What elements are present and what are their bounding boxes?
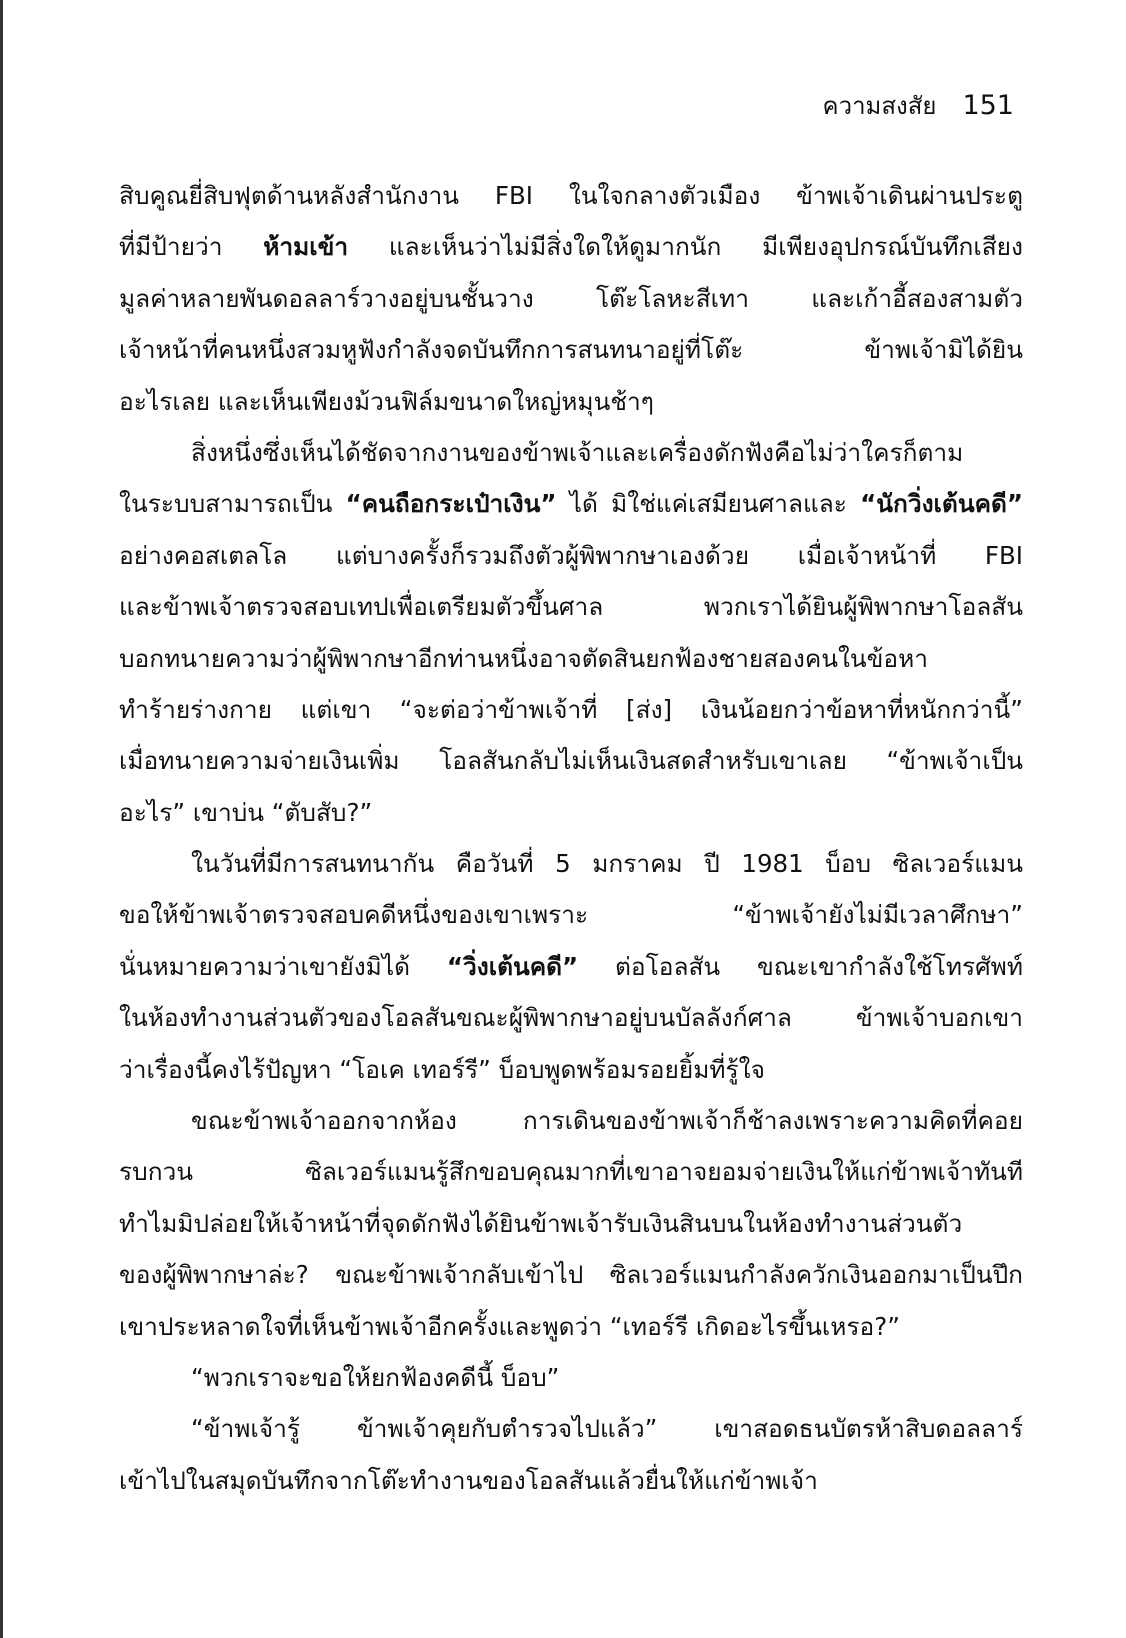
page-number: 151	[962, 90, 1014, 121]
running-header	[823, 86, 1014, 125]
page-edge-line	[0, 0, 3, 1638]
text-line: สิบคูณยี่สิบฟุตด้านหลังสำนักงาน FBI ในใจกลางตัวเมือง ข้าพเจ้าเดินผ่านประตู	[119, 181, 1023, 210]
text-line: ในห้องทำงานส่วนตัวของโอลสันขณะผู้พิพากษาอยู่บนบัลลังก์ศาล ข้าพเจ้าบอกเขา	[119, 1003, 1023, 1033]
bold-phrase: “คนถือกระเป๋าเงิน”	[345, 489, 557, 519]
paragraph-first-line: ขณะข้าพเจ้าออกจากห้อง การเดินของข้าพเจ้าก็ช้าลงเพราะความคิดที่คอย	[191, 1106, 1023, 1136]
paragraph-first-line: ในวันที่มีการสนทนากัน คือวันที่ 5 มกราคม ปี 1981 บ็อบ ซิลเวอร์แมน	[191, 849, 1023, 879]
bold-phrase: ห้ามเข้า	[263, 232, 349, 262]
text-line: ที่มีป้ายว่า ห้ามเข้า และเห็นว่าไม่มีสิ่งใดให้ดูมากนัก มีเพียงอุปกรณ์บันทึกเสียง	[119, 232, 1023, 262]
text-line: อะไรเลย และเห็นเพียงม้วนฟิล์มขนาดใหญ่หมุนช้าๆ	[119, 386, 654, 416]
text-line: มูลค่าหลายพันดอลลาร์วางอยู่บนชั้นวาง โต๊ะโลหะสีเทา และเก้าอี้สองสามตัว	[119, 283, 1023, 313]
text-line: บอกทนายความว่าผู้พิพากษาอีกท่านหนึ่งอาจตัดสินยกฟ้องชายสองคนในข้อหา	[119, 643, 929, 673]
text-line: ทำไมมิปล่อยให้เจ้าหน้าที่จุดดักฟังได้ยินข้าพเจ้ารับเงินสินบนในห้องทำงานส่วนตัว	[119, 1208, 963, 1238]
bold-phrase: “นักวิ่งเต้นคดี”	[860, 489, 1023, 519]
body-text	[119, 170, 1023, 1506]
text-line: ขอให้ข้าพเจ้าตรวจสอบคดีหนึ่งของเขาเพราะ “ข้าพเจ้ายังไม่มีเวลาศึกษา”	[119, 900, 1023, 930]
text-line: ทำร้ายร่างกาย แต่เขา “จะต่อว่าข้าพเจ้าที่ [ส่ง] เงินน้อยกว่าข้อหาที่หนักกว่านี้”	[119, 694, 1023, 724]
paragraph-first-line: “พวกเราจะขอให้ยกฟ้องคดีนี้ บ็อบ”	[191, 1362, 560, 1392]
chapter-title: ความสงสัย	[822, 92, 937, 120]
bold-phrase: “วิ่งเต้นคดี”	[446, 951, 579, 981]
text-line: เมื่อทนายความจ่ายเงินเพิ่ม โอลสันกลับไม่เห็นเงินสดสำหรับเขาเลย “ข้าพเจ้าเป็น	[119, 746, 1023, 776]
paragraph-first-line: สิ่งหนึ่งซึ่งเห็นได้ชัดจากงานของข้าพเจ้าและเครื่องดักฟังคือไม่ว่าใครก็ตาม	[191, 437, 964, 467]
paragraph-first-line: “ข้าพเจ้ารู้ ข้าพเจ้าคุยกับตำรวจไปแล้ว” เขาสอดธนบัตรห้าสิบดอลลาร์	[191, 1414, 1023, 1444]
text-line: นั่นหมายความว่าเขายังมิได้ “วิ่งเต้นคดี” ต่อโอลสัน ขณะเขากำลังใช้โทรศัพท์	[119, 951, 1023, 981]
text-line: ของผู้พิพากษาล่ะ? ขณะข้าพเจ้ากลับเข้าไป ซิลเวอร์แมนกำลังควักเงินออกมาเป็นปึก	[119, 1260, 1023, 1290]
text-line: เจ้าหน้าที่คนหนึ่งสวมหูฟังกำลังจดบันทึกการสนทนาอยู่ที่โต๊ะ ข้าพเจ้ามิได้ยิน	[119, 335, 1023, 365]
text-line: เขาประหลาดใจที่เห็นข้าพเจ้าอีกครั้งและพูดว่า “เทอร์รี เกิดอะไรขึ้นเหรอ?”	[119, 1311, 900, 1341]
text-line: รบกวน ซิลเวอร์แมนรู้สึกขอบคุณมากที่เขาอาจยอมจ่ายเงินให้แก่ข้าพเจ้าทันที	[119, 1157, 1023, 1187]
text-line: ในระบบสามารถเป็น “คนถือกระเป๋าเงิน” ได้ มิใช่แค่เสมียนศาลและ “นักวิ่งเต้นคดี”	[119, 489, 1023, 519]
text-line: ว่าเรื่องนี้คงไร้ปัญหา “โอเค เทอร์รี” บ็อบพูดพร้อมรอยยิ้มที่รู้ใจ	[119, 1054, 765, 1084]
text-line: เข้าไปในสมุดบันทึกจากโต๊ะทำงานของโอลสันแล้วยื่นให้แก่ข้าพเจ้า	[119, 1465, 818, 1495]
text-line: อย่างคอสเตลโล แต่บางครั้งก็รวมถึงตัวผู้พิพากษาเองด้วย เมื่อเจ้าหน้าที่ FBI	[119, 540, 1023, 570]
text-line: อะไร” เขาบ่น “ตับสับ?”	[119, 797, 373, 827]
text-line: และข้าพเจ้าตรวจสอบเทปเพื่อเตรียมตัวขึ้นศาล พวกเราได้ยินผู้พิพากษาโอลสัน	[119, 592, 1023, 622]
